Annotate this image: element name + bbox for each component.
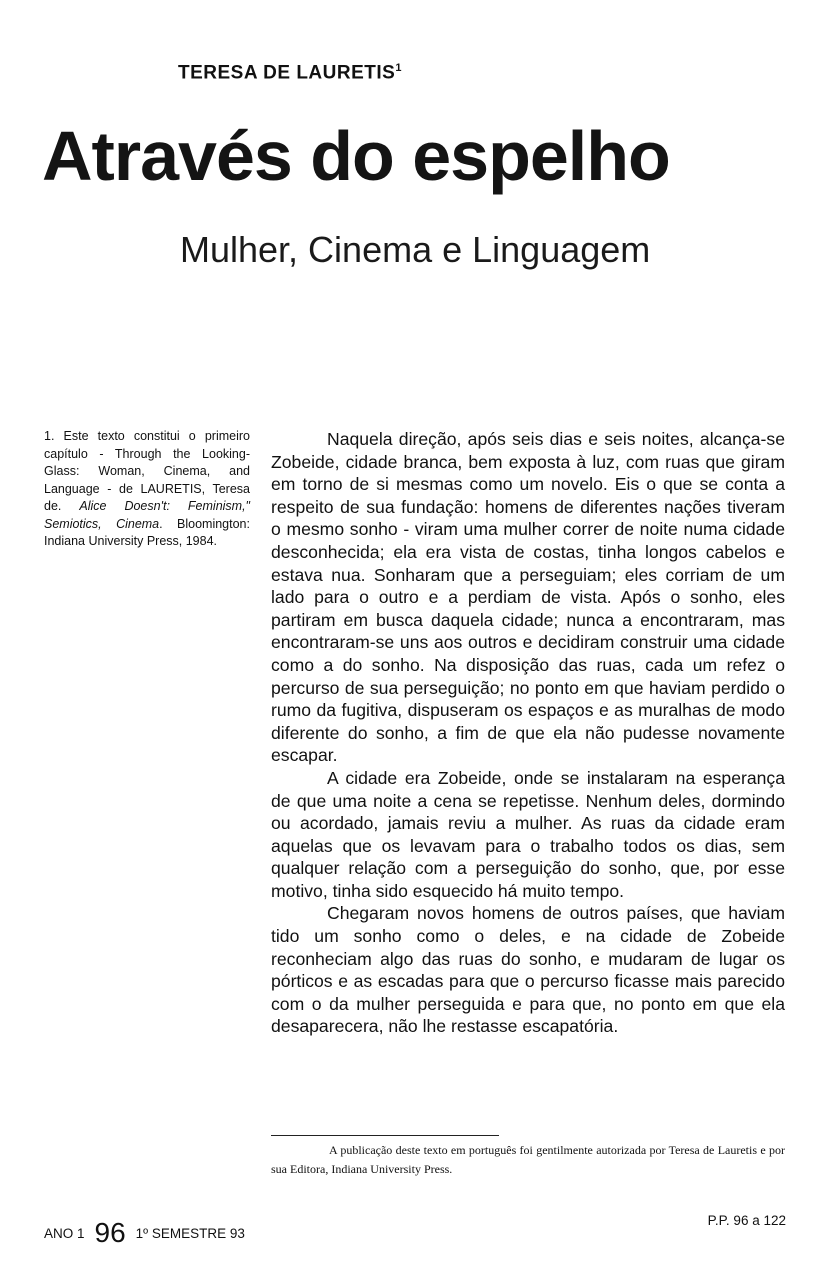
footer-year: ANO 1 <box>44 1226 85 1241</box>
article-subtitle: Mulher, Cinema e Linguagem <box>180 229 651 270</box>
footnote-book-title: Alice Doesn't: Feminism," Semiotics, Cinema <box>44 499 250 531</box>
footnote <box>44 428 250 551</box>
footnote-marker: 1 <box>395 62 402 74</box>
footnote-text-b: . Bloomington: Indiana University Press, 1984. <box>44 516 250 548</box>
author-name <box>178 62 402 84</box>
paragraph-1: Naquela direção, após seis dias e seis noites, alcança-se Zobeide, cidade branca, bem exposta à luz, com ruas que giram em torno de si mesmas como um novelo. Eis o que se conta a respeito de sua fundação: homens de diferentes nações tiveram o mesmo sonho - viram uma mulher correr de noite numa cidade desconhecida; ela era vista de costas, tinha longos cabelos e estava nua. Sonharam que a perseguiam; eles corriam de um lado para o outro e a perdiam de vista. Após o sonho, eles partiram em busca daquela cidade; nunca a encontraram, mas encontraram-se uns aos outros e decidiram construir uma cidade como a do sonho. Na disposição das ruas, cada um refez o percurso de sua perseguição; no ponto em que haviam perdido o rumo da fugitiva, dispuseram os espaços e as muralhas de modo diferente do sonho, a fim de que ela não pudesse novamente escapar. <box>271 429 785 766</box>
credit-divider <box>271 1135 499 1136</box>
author-text: TERESA DE LAURETIS <box>178 62 396 84</box>
paragraph-2: A cidade era Zobeide, onde se instalaram na esperança de que uma noite a cena se repetisse. Nenhum deles, dormindo ou acordado, jamais reviu a mulher. As ruas da cidade eram aquelas que os levavam para o trabalho todos os dias, sem qualquer relação com a perseguição do sonho, que, por esse motivo, tinha sido esquecido há muito tempo. <box>271 767 785 901</box>
body-text <box>271 428 785 1038</box>
footer-page-range: P.P. 96 a 122 <box>707 1213 786 1228</box>
publication-credit <box>271 1141 785 1179</box>
page-number: 96 <box>94 1217 126 1248</box>
article-title: Através do espelho <box>42 117 670 195</box>
credit-text: A publicação deste texto em português foi gentilmente autorizada por Teresa de Lauretis e por sua Editora, Indiana University Press. <box>271 1143 785 1177</box>
paragraph-3: Chegaram novos homens de outros países, que haviam tido um sonho como o deles, e na cidade de Zobeide reconheciam algo das ruas do sonho, e mudaram de lugar os pórticos e as escadas para que o percurso ficasse mais parecido com o da mulher perseguida e para que, no ponto em que ela desaparecera, não lhe restasse escapatória. <box>271 903 785 1037</box>
footer-left <box>44 1213 245 1248</box>
footnote-number: 1. <box>44 429 55 443</box>
footnote-text-a: Este texto constitui o primeiro capítulo - Through the Looking-Glass: Woman, Cinema, and Language - de LAURETIS, Teresa de. <box>44 429 250 513</box>
footer-semester: 1º SEMESTRE 93 <box>135 1226 245 1241</box>
